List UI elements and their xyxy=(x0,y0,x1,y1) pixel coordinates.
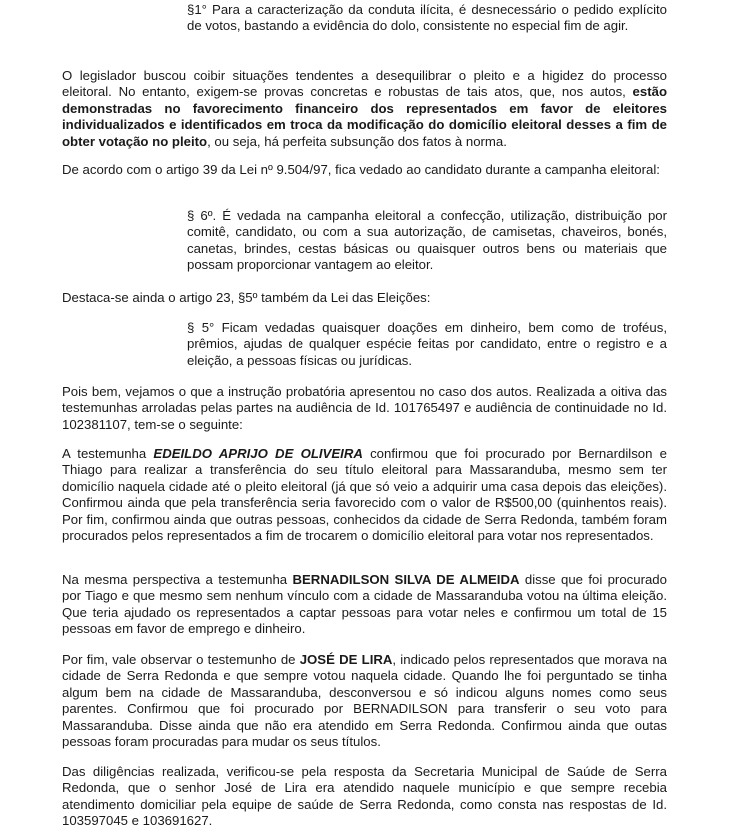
quote-text: § 5° Ficam vedadas quaisquer doações em dinheiro, bem como de troféus, prêmios, ajudas de qualquer espécie feitas por candidato, entre o registro e a eleição, a pessoas físicas ou jurídicas. xyxy=(187,320,667,368)
legal-quote-paragraph-6 xyxy=(187,208,667,274)
paragraph-text: De acordo com o artigo 39 da Lei nº 9.504/97, fica vedado ao candidato durante a campanha eleitoral: xyxy=(62,162,660,177)
witness-name: EDEILDO APRIJO DE OLIVEIRA xyxy=(153,446,363,461)
paragraph-text: Pois bem, vejamos o que a instrução probatória apresentou no caso dos autos. Realizada a oitiva das testemunhas arroladas pelas partes na audiência de Id. 101765497 e audiência de continuidade no Id. 102381107, tem-se o seguinte: xyxy=(62,384,667,432)
paragraph-text xyxy=(62,652,667,750)
text-run: , indicado pelos representados que morava na cidade de Serra Redonda e que sempre votou naquela cidade. Quando lhe foi perguntado se tinha algum bem na cidade de Massaranduba, desconversou e só indicou alguns nomes como seus parentes. Confirmou que foi procurado por BERNADILSON para transferir o seu voto para Massaranduba. Disse ainda que não era atendido em Serra Redonda. Confirmou ainda que outas pessoas foram procuradas para mudar os seus títulos. xyxy=(62,652,667,750)
paragraph-text: Das diligências realizada, verificou-se pela resposta da Secretaria Municipal de Saúde de Serra Redonda, que o senhor José de Lira era atendido naquele município e que sempre recebia atendimento domiciliar pela equipe de saúde de Serra Redonda, como consta nas respostas de Id. 103597045 e 103691627. xyxy=(62,764,667,829)
paragraph-text xyxy=(62,446,667,544)
paragraph-text xyxy=(62,68,667,150)
witness-name: JOSÉ DE LIRA xyxy=(299,652,393,667)
quote-text: § 6º. É vedada na campanha eleitoral a confecção, utilização, distribuição por comitê, candidato, ou com a sua autorização, de camisetas, chaveiros, bonés, canetas, brindes, cestas básicas ou quaisquer outros bens ou materiais que possam proporcionar vantagem ao eleitor. xyxy=(187,208,667,273)
text-run: , ou seja, há perfeita subsunção dos fatos à norma. xyxy=(207,133,507,149)
text-run: Na mesma perspectiva a testemunha xyxy=(62,572,293,587)
paragraph-diligences xyxy=(62,764,667,830)
paragraph-witness-jose xyxy=(62,652,667,750)
text-run: confirmou que foi procurado por Bernardilson e Thiago para realizar a transferência do seu título eleitoral para Massaranduba, mesmo sem ter domicílio naquela cidade até o pleito eleitoral (já que só veio a adquirir uma casa depois das eleições). Confirmou ainda que pela transferência seria favorecido com o valor de R$500,00 (quinhentos reais). Por fim, confirmou ainda que outras pessoas, conhecidos da cidade de Serra Redonda, também foram procurados pelos representados a fim de trocarem o domicílio eleitoral para votar nos representados. xyxy=(62,446,667,544)
quote-text: §1° Para a caracterização da conduta ilícita, é desnecessário o pedido explícito de votos, bastando a evidência do dolo, consistente no especial fim de agir. xyxy=(187,2,667,34)
text-run: O legislador buscou coibir situações tendentes a desequilibrar o pleito e a higidez do processo eleitoral. No entanto, exigem-se provas concretas e robustas de tais atos, que, nos autos, xyxy=(62,68,667,100)
paragraph-witness-edeildo xyxy=(62,446,667,544)
legal-quote-paragraph-1 xyxy=(187,2,667,35)
paragraph-article-23 xyxy=(62,290,667,306)
paragraph-article-39 xyxy=(62,162,667,178)
paragraph-legislator xyxy=(62,68,667,150)
witness-name: BERNADILSON SILVA DE ALMEIDA xyxy=(292,572,520,587)
text-run: A testemunha xyxy=(62,446,154,461)
text-run: disse que foi procurado por Tiago e que mesmo sem nenhum vínculo com a cidade de Massaranduba votou na última eleição. Que teria ajudado os representados a captar pessoas para votar neles e confirmou um total de 15 pessoas em favor de emprego e dinheiro. xyxy=(62,572,667,637)
paragraph-evidence-intro xyxy=(62,384,667,433)
text-run: Por fim, vale observar o testemunho de xyxy=(62,652,300,667)
paragraph-text xyxy=(62,572,667,638)
paragraph-text: Destaca-se ainda o artigo 23, §5º também da Lei das Eleições: xyxy=(62,290,431,305)
paragraph-witness-bernadilson xyxy=(62,572,667,638)
legal-quote-paragraph-5 xyxy=(187,320,667,369)
bold-emphasis: estão demonstradas no favorecimento financeiro dos representados em favor de eleitores individualizados e identificados em troca da modificação do domicílio eleitoral desses a fim de obter votação no pleito xyxy=(62,84,667,149)
